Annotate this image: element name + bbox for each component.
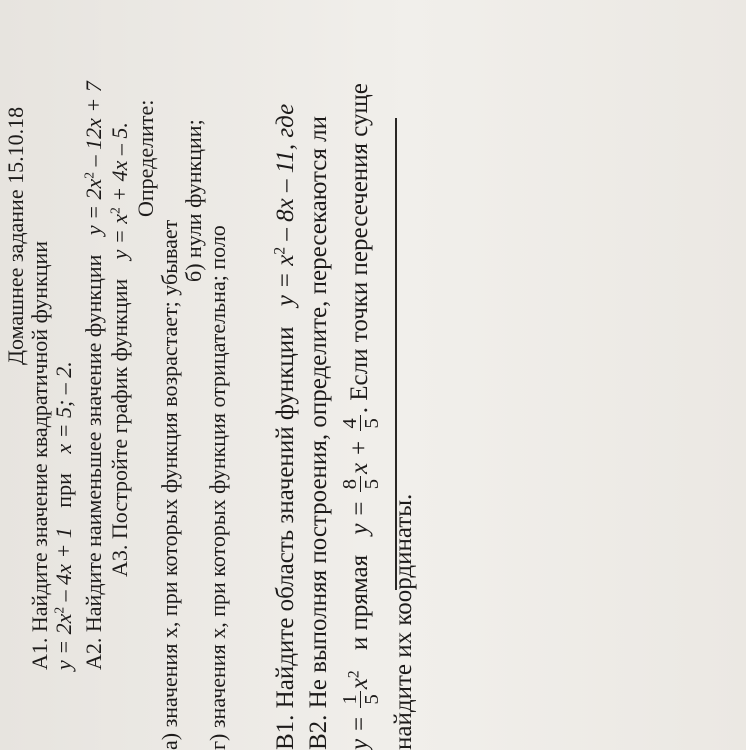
task-a2: А2. Найдите наименьшее значение функции $y = 2x^2 - 12x + 7$ [81,81,106,670]
task-a3: А3. Постройте график функции $y = x^2 + 4x - 5$. [107,122,132,577]
task-a3-item-c: г) значения x, при которых функция отрицательна; поло [205,225,230,750]
task-b1: В1. Найдите область значений функции $y = x^2 - 8x - 11$, где [271,103,299,750]
task-a1-text: А1. Найдите значение квадратичной функции [27,240,52,670]
fraction-four-fifths: 4 5 [340,415,383,431]
task-b2-formulas: y = 1 5 $x^2$ и прямая y = 8 5 x + 4 5 . Если точки пересечения суще [338,83,384,750]
task-a3-item-a: а) значения x, при которых функция возрастает; убывает [157,219,182,750]
task-a3-item-b: б) нули функции; [181,119,206,282]
task-b2-last-line: найдите их координаты. [390,493,417,750]
task-a1-formula: $y = 2x^2 - 4x + 1$ при x = 5; – 2. [51,361,76,670]
fraction-one-fifth: 1 5 [340,691,383,707]
fraction-eight-fifths: 8 5 [340,476,383,492]
task-b2-text: В2. Не выполняя построения, определите, пересекаются ли [305,116,332,750]
task-a3-determine: Определите: [133,99,158,217]
homework-title: Домашнее задание 15.10.18 [3,106,28,365]
